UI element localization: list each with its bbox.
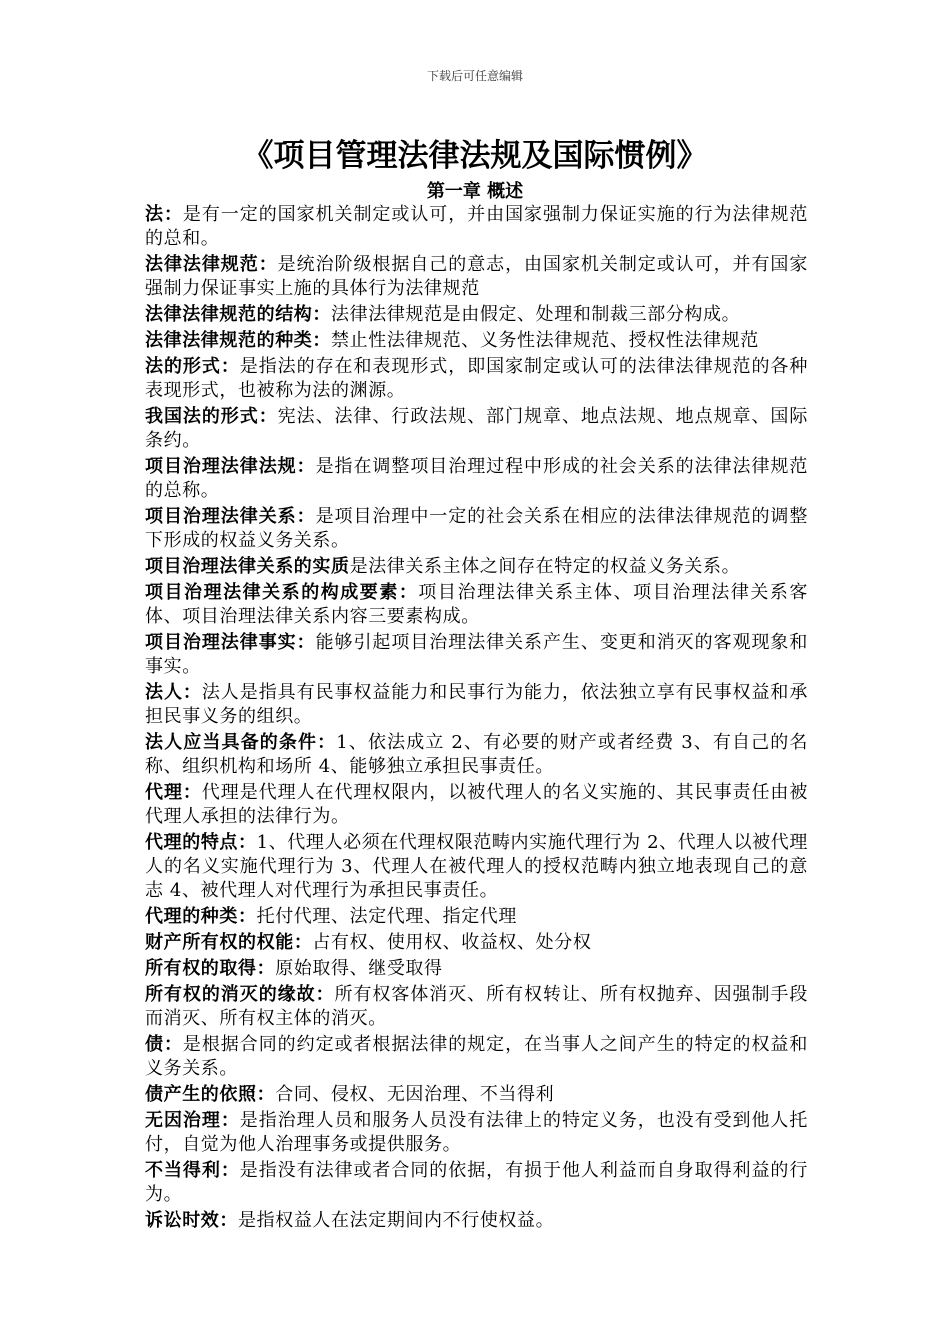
chapter-title: 第一章 概述 [426, 181, 524, 202]
definition-entry [145, 731, 808, 779]
definition-entry [145, 1159, 808, 1207]
entry-separator: ： [296, 456, 316, 477]
entry-separator: ： [296, 506, 316, 527]
entry-term: 债 [145, 1034, 164, 1055]
entry-term: 所有权的取得 [145, 958, 257, 979]
definition-entry [145, 983, 808, 1031]
entry-separator: ： [315, 984, 335, 1005]
entry-definition: 原始取得、继受取得 [275, 958, 443, 979]
entry-separator: ： [220, 1160, 240, 1181]
definition-entry [145, 681, 808, 729]
entry-separator: ： [220, 1110, 240, 1131]
entry-term: 所有权的消灭的缘故 [145, 984, 316, 1005]
document-title: 《项目管理法律法规及国际惯例》 [242, 138, 708, 174]
definition-entry [145, 505, 808, 553]
definition-entry [145, 303, 808, 327]
definition-entry [145, 203, 808, 251]
entry-separator: ： [293, 932, 313, 953]
entry-separator: ： [258, 406, 278, 427]
entry-term: 项目治理法律关系的实质 [145, 556, 350, 577]
entry-term: 无因治理 [145, 1110, 221, 1131]
entry-definition: 是指治理人员和服务人员没有法律上的特定义务，也没有受到他人托付，自觉为他人治理事务或提供服务。 [145, 1110, 808, 1155]
entry-term: 代理的种类 [145, 906, 238, 927]
definition-entry [145, 1109, 808, 1157]
entry-separator: ： [163, 1034, 183, 1055]
entry-term: 法律法律规范 [145, 254, 259, 275]
entry-separator: ： [256, 958, 276, 979]
entry-definition: 是有一定的国家机关制定或认可，并由国家强制力保证实施的行为法律规范的总和。 [145, 204, 808, 249]
definition-entry [145, 405, 808, 453]
entry-definition: 代理是代理人在代理权限内，以被代理人的名义实施的、其民事责任由被代理人承担的法律行为。 [145, 782, 808, 827]
entry-separator: ： [163, 204, 183, 225]
entry-definition: 合同、侵权、无因治理、不当得利 [275, 1084, 555, 1105]
entry-term: 代理的特点 [145, 832, 239, 853]
entry-separator: ： [238, 832, 257, 853]
definition-entry [145, 831, 808, 903]
entry-term: 项目治理法律关系的构成要素 [145, 582, 399, 603]
entry-separator: ： [312, 330, 332, 351]
entry-separator: ： [238, 906, 257, 927]
entry-term: 项目治理法律事实 [145, 632, 297, 653]
entry-definition: 是项目治理中一定的社会关系在相应的法律法律规范的调整下形成的权益义务关系。 [145, 506, 808, 551]
definition-entry [145, 455, 808, 503]
entry-definition: 是根据合同的约定或者根据法律的规定，在当事人之间产生的特定的权益和义务关系。 [145, 1034, 808, 1079]
entry-term: 法人 [145, 682, 183, 703]
entry-separator: ： [182, 682, 202, 703]
entry-definition: 是指法的存在和表现形式，即国家制定或认可的法律法律规范的各种表现形式，也被称为法的渊源。 [145, 356, 808, 401]
entry-definition: 所有权客体消灭、所有权转让、所有权抛弃、因强制手段而消灭、所有权主体的消灭。 [145, 984, 808, 1029]
entry-term: 法人应当具备的条件 [145, 732, 318, 753]
entry-separator: ： [258, 254, 278, 275]
definition-entry [145, 1083, 808, 1107]
header-note: 下载后可任意编辑 [426, 69, 523, 83]
entry-separator: ： [296, 632, 316, 653]
entry-term: 不当得利 [145, 1160, 221, 1181]
entry-definition: 托付代理、法定代理、指定代理 [256, 906, 518, 927]
entry-separator: ： [312, 304, 332, 325]
entry-definition: 1、代理人必须在代理权限范畴内实施代理行为 2、代理人以被代理人的名义实施代理行为 3、代理人在被代理人的授权范畴内独立地表现自己的意志 4、被代理人对代理行为承担民事责任。 [145, 832, 808, 901]
definition-entry [145, 905, 808, 929]
definition-entry [145, 781, 808, 829]
entry-definition: 法律法律规范是由假定、处理和制裁三部分构成。 [331, 304, 741, 325]
entry-term: 财产所有权的权能 [145, 932, 294, 953]
entry-definition: 是统治阶级根据自己的意志，由国家机关制定或认可，并有国家强制力保证事实上施的具体行为法律规范 [145, 254, 808, 299]
definition-entry [145, 1033, 808, 1081]
entry-term: 法的形式 [145, 356, 221, 377]
entry-separator: ： [256, 1084, 276, 1105]
entry-definition: 法人是指具有民事权益能力和民事行为能力，依法独立享有民事权益和承担民事义务的组织。 [145, 682, 808, 727]
entry-definition: 是指没有法律或者合同的依据，有损于他人利益而自身取得利益的行为。 [145, 1160, 808, 1205]
entry-term: 项目治理法律关系 [145, 506, 297, 527]
definition-entry [145, 931, 808, 955]
entry-definition: 项目治理法律关系主体、项目治理法律关系客体、项目治理法律关系内容三要素构成。 [145, 582, 808, 627]
entry-separator: ： [398, 582, 419, 603]
definition-entry [145, 957, 808, 981]
entry-definition: 是指权益人在法定期间内不行使权益。 [238, 1210, 555, 1231]
entry-definition: 占有权、使用权、收益权、处分权 [312, 932, 592, 953]
entry-definition: 是指在调整项目治理过程中形成的社会关系的法律法律规范的总称。 [145, 456, 808, 501]
entry-term: 法律法律规范的结构 [145, 304, 313, 325]
entry-term: 法 [145, 204, 164, 225]
entry-definition: 禁止性法律规范、义务性法律规范、授权性法律规范 [331, 330, 759, 351]
entry-separator: ： [220, 356, 240, 377]
entry-definition: 宪法、法律、行政法规、部门规章、地点法规、地点规章、国际条约。 [145, 406, 808, 451]
definition-entry [145, 631, 808, 679]
definition-entry [145, 355, 808, 403]
entry-term: 代理 [145, 782, 183, 803]
entry-definition: 是法律关系主体之间存在特定的权益义务关系。 [349, 556, 741, 577]
entry-definition: 1、依法成立 2、有必要的财产或者经费 3、有自己的名称、组织机构和场所 4、能够独立承担民事责任。 [145, 732, 809, 777]
definition-entry [145, 253, 808, 301]
entry-separator: ： [182, 782, 202, 803]
definition-entry [145, 329, 808, 353]
entry-separator: ： [219, 1210, 239, 1231]
document-body [145, 203, 808, 1235]
definition-entry [145, 581, 808, 629]
definition-entry [145, 555, 808, 579]
entry-separator: ： [317, 732, 337, 753]
entry-definition: 能够引起项目治理法律关系产生、变更和消灭的客观现象和事实。 [145, 632, 808, 677]
definition-entry [145, 1209, 808, 1233]
entry-term: 债产生的依照 [145, 1084, 257, 1105]
entry-term: 我国法的形式 [145, 406, 259, 427]
entry-term: 法律法律规范的种类 [145, 330, 313, 351]
entry-term: 项目治理法律法规 [145, 456, 297, 477]
entry-term: 诉讼时效 [145, 1210, 220, 1231]
